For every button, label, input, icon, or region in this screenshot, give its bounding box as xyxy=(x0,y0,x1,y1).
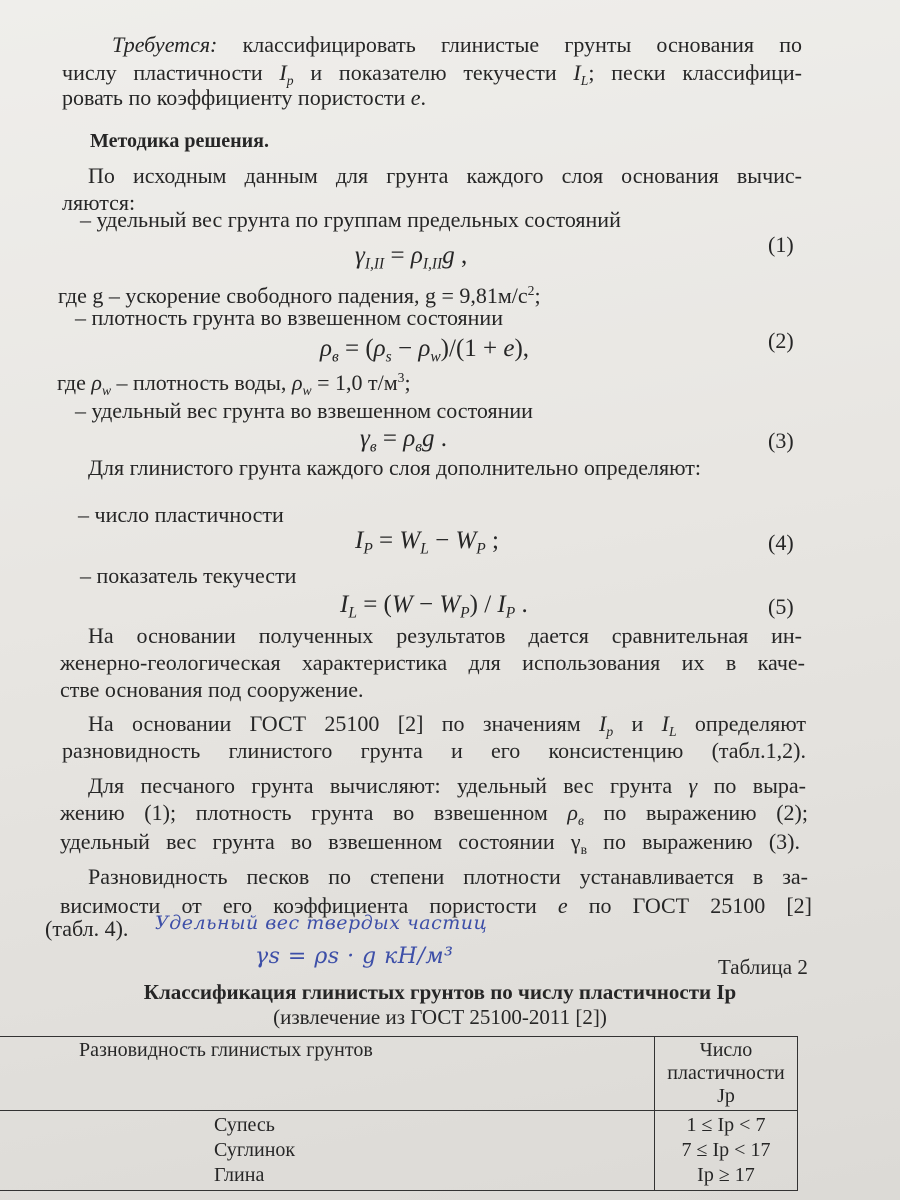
text-segment: по ГОСТ 25100 [2] xyxy=(567,893,812,918)
text-segment: ; пески классифици- xyxy=(588,60,802,85)
text-segment: висимости от его коэффициента пористости xyxy=(60,893,558,918)
text-segment: ρ xyxy=(291,370,303,396)
text-segment: s xyxy=(385,348,392,366)
text-line xyxy=(75,398,533,424)
text-segment: . xyxy=(420,85,427,110)
text-line xyxy=(80,563,296,589)
text-segment: Методика решения. xyxy=(90,130,269,152)
text-segment: ; xyxy=(485,527,499,554)
text-segment: − xyxy=(391,335,419,362)
text-segment: I xyxy=(599,711,607,736)
text-segment: P xyxy=(476,540,486,558)
text-segment: I xyxy=(355,527,364,554)
text-segment: разновидность глинистого грунта и его консистенцию (табл.1,2). xyxy=(62,738,806,763)
equation-number: (2) xyxy=(768,328,794,353)
text-segment: в xyxy=(580,841,588,857)
text-segment: − xyxy=(412,591,440,618)
text-segment: γ xyxy=(360,425,370,452)
text-segment: женерно-геологическая характеристика для использования их в каче- xyxy=(60,650,805,675)
text-segment: ρ xyxy=(373,335,386,362)
text-segment: по выра- xyxy=(697,773,806,798)
text-line xyxy=(62,85,426,111)
text-segment: Для глинистого грунта каждого слоя дополнительно определяют: xyxy=(88,455,702,480)
text-line xyxy=(60,829,800,855)
formula-line xyxy=(340,592,528,626)
equation-number: (4) xyxy=(768,530,794,555)
text-segment: в xyxy=(577,812,584,828)
text-line xyxy=(88,864,808,890)
text-segment: Требуется: xyxy=(112,32,218,57)
text-segment: где g – ускорение свободного падения, g = 9,81м/с xyxy=(58,283,528,309)
text-segment: L xyxy=(580,72,589,88)
text-segment: 2 xyxy=(527,283,535,298)
text-segment: g xyxy=(442,242,455,269)
text-segment: e xyxy=(410,85,421,110)
equation-number: (1) xyxy=(768,232,794,257)
text-segment: L xyxy=(668,723,677,739)
text-segment: W xyxy=(391,591,413,618)
plasticity-range: 1 ≤ Ip < 7 xyxy=(686,1114,766,1136)
text-segment: γ xyxy=(355,242,365,269)
text-segment: жению (1); плотность грунта во взвешенном xyxy=(60,800,568,825)
equation-number: (5) xyxy=(768,594,794,619)
soil-type: Глина xyxy=(214,1164,265,1186)
section-heading xyxy=(90,128,269,154)
text-segment: I,II xyxy=(422,255,443,273)
text-line xyxy=(88,773,806,799)
text-segment: P xyxy=(460,604,470,622)
text-segment: и показателю текучести xyxy=(293,60,574,85)
text-line xyxy=(88,711,806,737)
text-segment: ) / xyxy=(469,591,498,618)
text-line xyxy=(62,60,802,86)
text-segment: ; xyxy=(404,370,411,396)
formula-line xyxy=(355,528,499,562)
text-segment: ρ xyxy=(418,335,431,362)
text-segment: ), xyxy=(514,335,530,362)
text-line xyxy=(62,738,806,764)
text-segment: По исходным данным для грунта каждого слоя основания вычис- xyxy=(88,163,802,188)
text-segment: L xyxy=(348,604,357,622)
text-segment: w xyxy=(101,382,112,398)
text-line xyxy=(80,207,621,233)
text-segment: – плотность воды, xyxy=(111,370,292,396)
text-segment: ρ xyxy=(567,800,578,825)
text-segment: I,II xyxy=(364,255,385,273)
text-segment: I xyxy=(497,591,506,618)
text-segment: числу пластичности xyxy=(62,60,280,85)
text-segment: – показатель текучести xyxy=(80,563,297,588)
text-segment: стве основания под сооружение. xyxy=(60,677,364,702)
text-segment: в xyxy=(415,438,422,456)
text-segment: γ xyxy=(688,773,698,798)
text-line xyxy=(88,163,802,189)
text-segment: в xyxy=(332,348,339,366)
text-segment: )/(1 + xyxy=(440,335,504,362)
text-segment: I xyxy=(661,711,669,736)
text-segment: p xyxy=(286,72,294,88)
handwritten-formula: γs = ρs · g кН/м³ xyxy=(255,944,454,969)
text-segment: по выражению (3). xyxy=(587,829,800,854)
text-segment: На основании полученных результатов дается сравнительная ин- xyxy=(88,623,802,648)
text-segment: = ( xyxy=(338,335,374,362)
handwritten-note: Удельный вес твердых частиц xyxy=(155,912,488,934)
text-segment: по выражению (2); xyxy=(583,800,808,825)
classification-table xyxy=(0,1036,798,1191)
text-segment: w xyxy=(430,348,441,366)
text-segment: P xyxy=(505,604,516,622)
text-segment: I xyxy=(573,60,581,85)
text-segment: W xyxy=(455,527,477,554)
formula-line xyxy=(355,243,467,277)
text-segment: – удельный вес грунта во взвешенном состоянии xyxy=(75,398,533,423)
text-segment: = xyxy=(376,425,404,452)
text-segment: где xyxy=(57,370,92,396)
text-segment: – удельный вес грунта по группам предельных состояний xyxy=(80,207,621,232)
text-segment: P xyxy=(363,540,373,558)
text-segment: ровать по коэффициенту пористости xyxy=(62,85,411,110)
text-segment: I xyxy=(340,591,349,618)
text-segment: − xyxy=(428,527,456,554)
header-plasticity: Число пластичности Jp xyxy=(655,1037,798,1111)
text-segment: определяют xyxy=(676,711,806,736)
text-segment: ρ xyxy=(410,242,423,269)
text-line xyxy=(60,677,364,703)
text-segment: e xyxy=(503,335,515,362)
text-segment: w xyxy=(302,382,312,398)
text-segment: = 1,0 т/м xyxy=(311,370,398,396)
text-segment: = xyxy=(384,242,411,269)
text-line xyxy=(60,650,805,676)
text-segment: e xyxy=(557,893,568,918)
header-soil-type: Разновидность глинистых грунтов xyxy=(0,1037,655,1111)
soil-type: Супесь xyxy=(214,1114,275,1136)
text-line xyxy=(112,32,802,58)
text-segment: I xyxy=(279,60,287,85)
text-segment: – плотность грунта во взвешенном состоянии xyxy=(75,305,503,330)
table-header-row xyxy=(0,1037,798,1111)
text-segment: и xyxy=(613,711,662,736)
text-segment: в xyxy=(369,438,377,456)
text-segment: = ( xyxy=(356,591,392,618)
text-segment: L xyxy=(420,540,429,558)
text-line xyxy=(45,916,128,942)
plasticity-range: 7 ≤ Ip < 17 xyxy=(681,1139,771,1161)
text-line xyxy=(75,305,503,331)
text-segment: . xyxy=(515,591,528,618)
text-segment: На основании ГОСТ 25100 [2] по значениям xyxy=(88,711,600,736)
text-segment: ляются: xyxy=(62,190,136,215)
plasticity-range: Ip ≥ 17 xyxy=(697,1164,755,1186)
text-segment: W xyxy=(439,591,461,618)
text-segment: ρ xyxy=(403,425,416,452)
text-segment: . xyxy=(434,425,447,452)
text-segment: , xyxy=(454,242,468,269)
table-body-row xyxy=(0,1111,798,1191)
text-segment: Разновидность песков по степени плотности устанавливается в за- xyxy=(88,864,808,889)
text-line xyxy=(88,455,701,481)
text-segment: g xyxy=(421,425,435,452)
table-subtitle: (извлечение из ГОСТ 25100-2011 [2]) xyxy=(273,1005,607,1029)
text-line xyxy=(78,502,284,528)
text-segment: = xyxy=(372,527,400,554)
text-line xyxy=(88,623,802,649)
text-segment: классифицировать глинистые грунты основания по xyxy=(217,32,802,57)
text-segment: удельный вес грунта во взвешенном состоянии γ xyxy=(60,829,581,854)
text-segment: W xyxy=(399,527,421,554)
table-title: Классификация глинистых грунтов по числу пластичности Ip xyxy=(143,980,737,1004)
equation-number: (3) xyxy=(768,428,794,453)
text-segment: 3 xyxy=(397,370,405,385)
text-segment: Для песчаного грунта вычисляют: удельный вес грунта xyxy=(88,773,689,798)
soil-type: Суглинок xyxy=(214,1139,296,1161)
text-line xyxy=(60,800,808,826)
text-segment: – число пластичности xyxy=(78,502,284,527)
text-segment: (табл. 4). xyxy=(45,916,129,941)
text-segment: ρ xyxy=(91,370,102,396)
text-segment: ; xyxy=(534,283,541,309)
table-label: Таблица 2 xyxy=(718,955,808,979)
text-segment: ρ xyxy=(320,335,332,362)
text-segment: p xyxy=(606,723,614,739)
